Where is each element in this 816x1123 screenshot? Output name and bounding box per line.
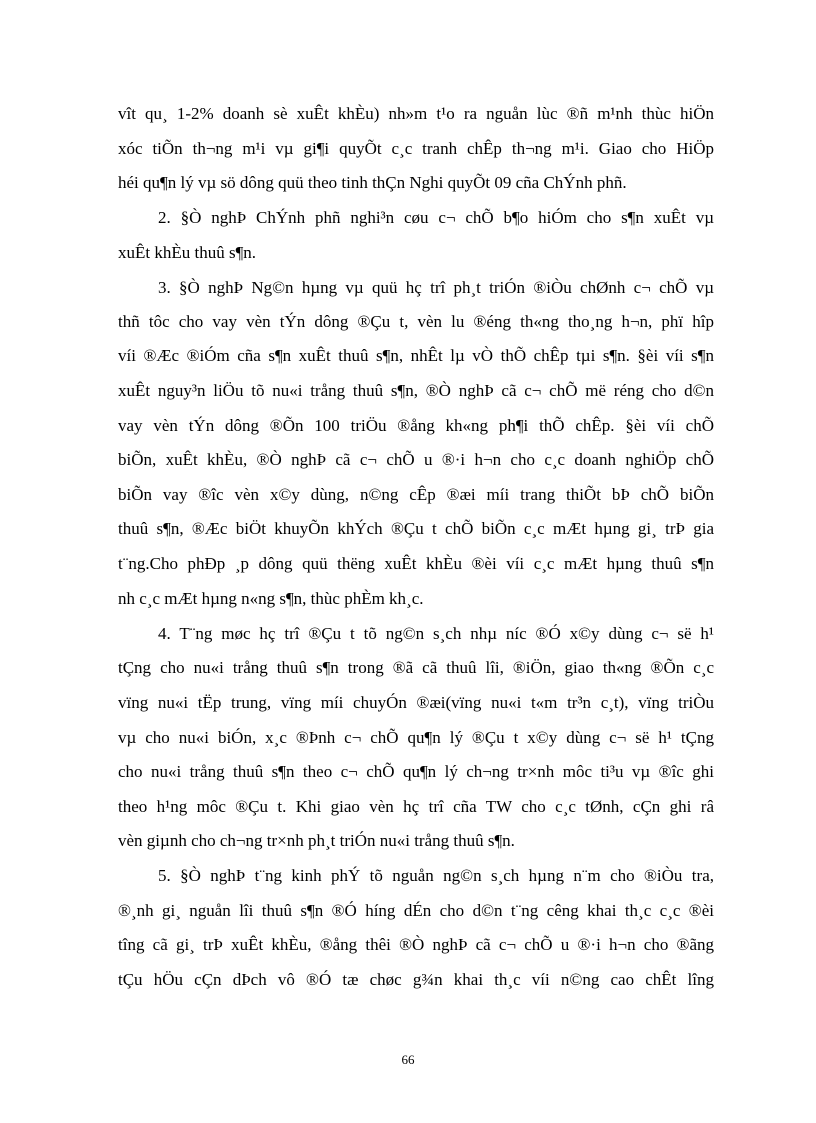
text-line: xuÊt nguy³n liÖu tõ nu«i trång thuû s¶n, ®Ò nghÞ cã c¬ chÕ më réng cho d©n <box>118 381 714 400</box>
text-line: héi qu¶n lý vµ sö dông quü theo tinh thÇn Nghi quyÕt 09 cña ChÝnh phñ. <box>118 173 627 192</box>
text-line: vay vèn tÝn dông ®Õn 100 triÖu ®ång kh«ng ph¶i thÕ chÊp. §èi víi chÕ <box>118 416 714 435</box>
text-line: biÕn, xuÊt khÈu, ®Ò nghÞ cã c¬ chÕ u ®·i h¬n cho c¸c doanh nghiÖp chÕ <box>118 450 714 469</box>
text-line: 2. §Ò nghÞ ChÝnh phñ nghi³n cøu c¬ chÕ b¶o hiÓm cho s¶n xuÊt vµ <box>158 208 714 227</box>
text-line: 4. T¨ng møc hç trî ®Çu t tõ ng©n s¸ch nhµ níc ®Ó x©y dùng c¬ së h¹ <box>158 624 714 643</box>
text-line: biÕn vay ®îc vèn x©y dùng, n©ng cÊp ®æi míi trang thiÕt bÞ chÕ biÕn <box>118 485 714 504</box>
text-line: tîng cã gi¸ trÞ xuÊt khÈu, ®ång thêi ®Ò nghÞ cã c¬ chÕ u ®·i h¬n cho ®ãng <box>118 935 714 954</box>
text-line: víi ®Æc ®iÓm cña s¶n xuÊt thuû s¶n, nhÊt lµ vÒ thÕ chÊp tµi s¶n. §èi víi s¶n <box>118 346 714 365</box>
text-line: 5. §Ò nghÞ t¨ng kinh phÝ tõ nguån ng©n s¸ch hµng n¨m cho ®iÒu tra, <box>158 866 714 885</box>
text-line: cho nu«i trång thuû s¶n theo c¬ chÕ qu¶n lý ch¬ng tr×nh môc ti³u vµ ®îc ghi <box>118 762 714 781</box>
text-line: vµ cho nu«i biÓn, x¸c ®Þnh c¬ chÕ qu¶n lý ®Çu t x©y dùng c¬ së h¹ tÇng <box>118 728 714 747</box>
text-line: vît qu¸ 1-2% doanh sè xuÊt khÈu) nh»m t¹o ra nguån lùc ®ñ m¹nh thùc hiÖn <box>118 104 714 123</box>
page-number: 66 <box>401 1052 415 1067</box>
text-line: 3. §Ò nghÞ Ng©n hµng vµ quü hç trî ph¸t triÓn ®iÒu chØnh c¬ chÕ vµ <box>158 278 714 297</box>
text-line: xóc tiÕn th¬ng m¹i vµ gi¶i quyÕt c¸c tranh chÊp th¬ng m¹i. Giao cho HiÖp <box>118 139 714 158</box>
text-line: tÇu hÖu cÇn dÞch vô ®Ó tæ chøc g¾n khai th¸c víi n©ng cao chÊt lîng <box>118 970 714 989</box>
text-line: tÇng cho nu«i trång thuû s¶n trong ®ã cã thuû lîi, ®iÖn, giao th«ng ®Õn c¸c <box>118 658 714 677</box>
text-line: thuû s¶n, ®Æc biÖt khuyÕn khÝch ®Çu t chÕ biÕn c¸c mÆt hµng gi¸ trÞ gia <box>118 519 714 538</box>
text-line: vïng nu«i tËp trung, vïng míi chuyÓn ®æi(vïng nu«i t«m tr³n c¸t), vïng triÒu <box>118 693 714 712</box>
text-line: theo h¹ng môc ®Çu t. Khi giao vèn hç trî cña TW cho c¸c tØnh, cÇn ghi râ <box>118 797 714 816</box>
text-line: vèn giµnh cho ch¬ng tr×nh ph¸t triÓn nu«i trång thuû s¶n. <box>118 831 515 850</box>
text-line: ®¸nh gi¸ nguån lîi thuû s¶n ®Ó híng dÉn cho d©n t¨ng cêng khai th¸c c¸c ®èi <box>118 901 714 920</box>
text-line: t¨ng.Cho phÐp ¸p dông quü thëng xuÊt khÈu ®èi víi c¸c mÆt hµng thuû s¶n <box>118 554 714 573</box>
text-line: xuÊt khÈu thuû s¶n. <box>118 243 257 262</box>
text-line: thñ tôc cho vay vèn tÝn dông ®Çu t, vèn lu ®éng th«ng tho¸ng h¬n, phï hîp <box>118 312 714 331</box>
text-line: nh c¸c mÆt hµng n«ng s¶n, thùc phÈm kh¸c. <box>118 589 424 608</box>
